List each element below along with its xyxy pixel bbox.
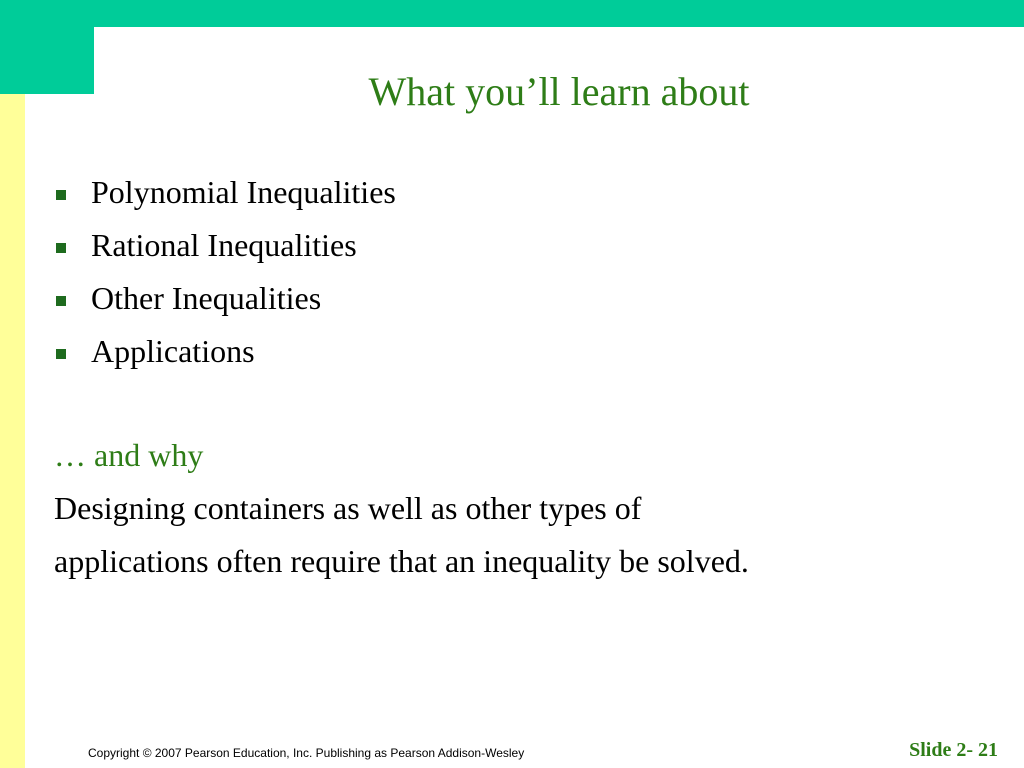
- top-color-bar: [0, 0, 1024, 27]
- why-line: applications often require that an inequality be solved.: [54, 543, 749, 579]
- bullet-text: Applications: [91, 333, 255, 369]
- square-bullet-icon: [56, 349, 66, 359]
- bullet-text: Other Inequalities: [91, 280, 322, 316]
- slide-title: What you’ll learn about: [368, 69, 750, 114]
- left-color-strip: [0, 94, 25, 768]
- copyright-text: Copyright © 2007 Pearson Education, Inc. Publishing as Pearson Addison-Wesley: [88, 746, 525, 760]
- why-line: Designing containers as well as other types of: [54, 490, 642, 526]
- square-bullet-icon: [56, 243, 66, 253]
- bullet-text: Rational Inequalities: [91, 227, 357, 263]
- slide-number: Slide 2- 21: [909, 739, 998, 761]
- why-heading: … and why: [54, 437, 204, 473]
- bullet-text: Polynomial Inequalities: [91, 174, 396, 210]
- square-bullet-icon: [56, 296, 66, 306]
- why-paragraph: [54, 482, 749, 588]
- corner-color-square: [0, 0, 94, 94]
- square-bullet-icon: [56, 190, 66, 200]
